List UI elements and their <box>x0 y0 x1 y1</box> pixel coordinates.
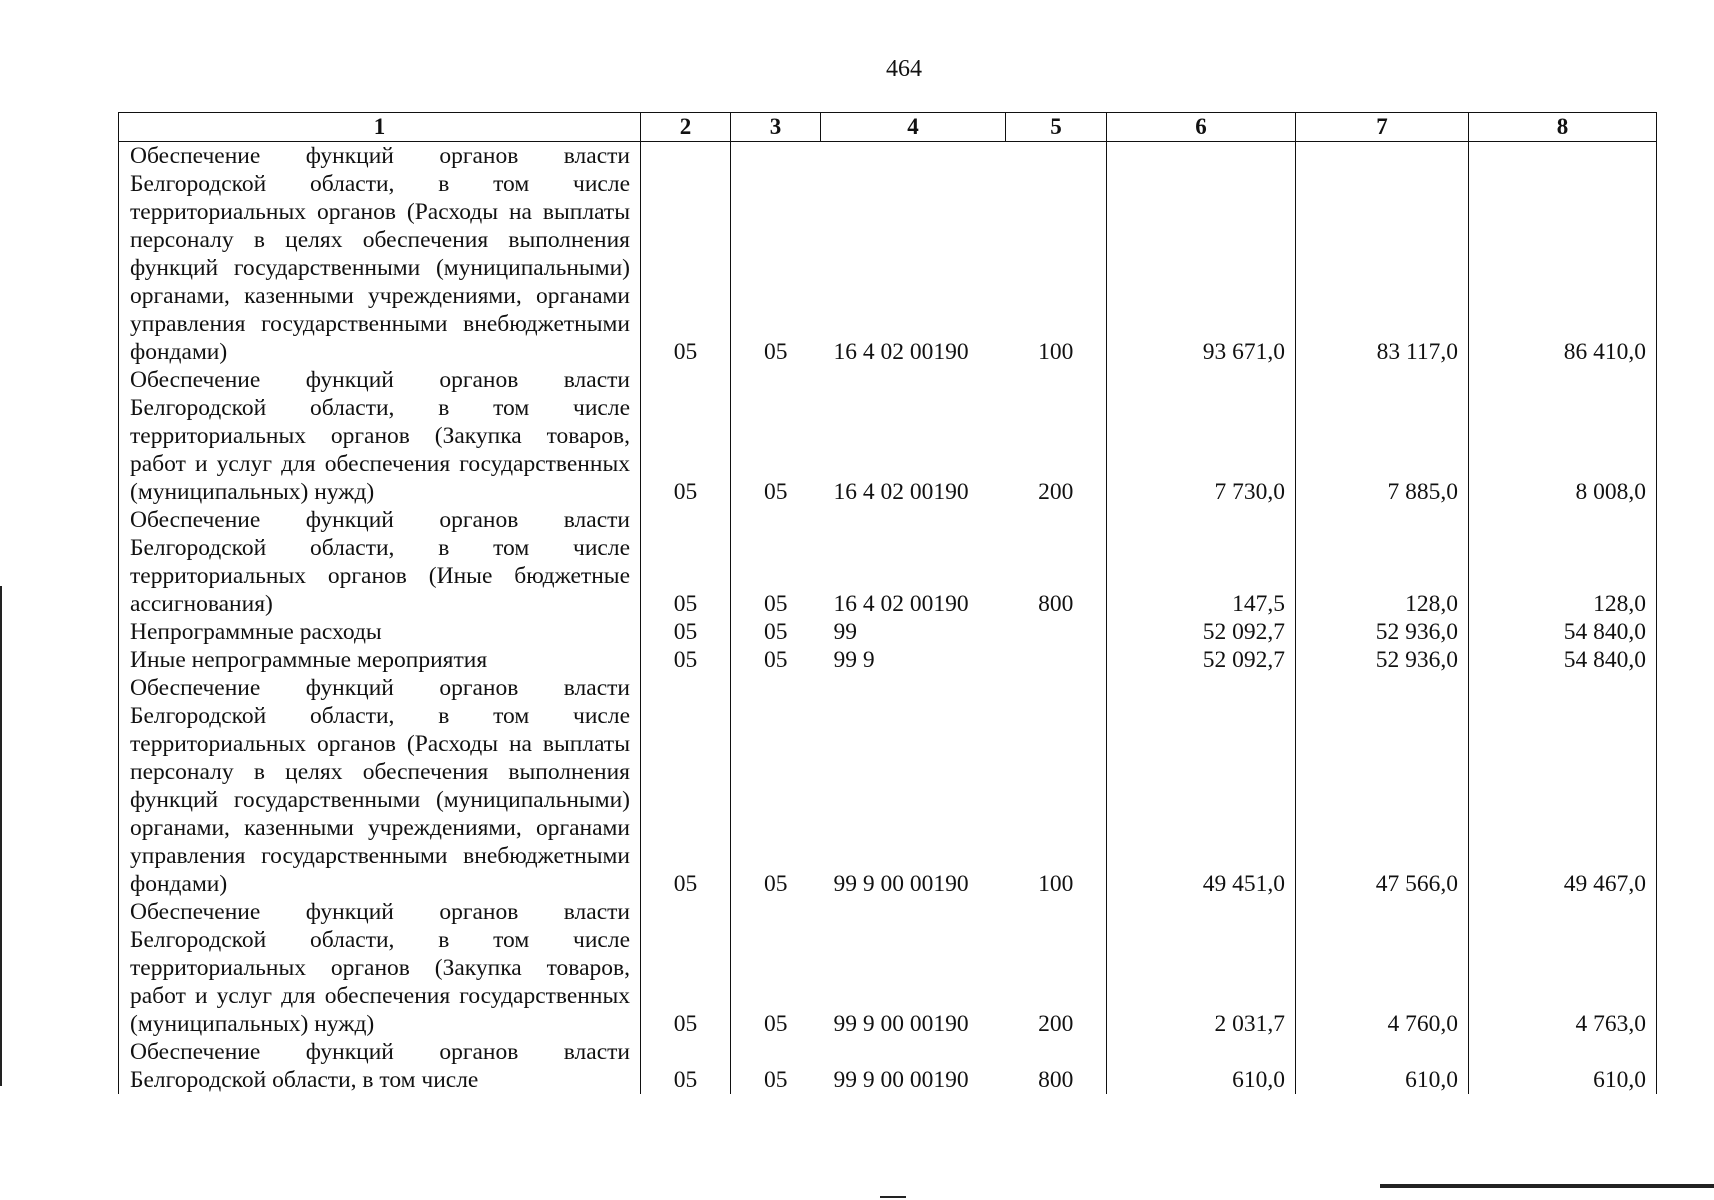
row-amount-col8: 8 008,0 <box>1469 366 1657 506</box>
table-row <box>119 506 1657 618</box>
table-row <box>119 1038 1657 1094</box>
scan-dash-mark <box>880 1196 906 1198</box>
row-name: Обеспечение функций органов власти Белгородской области, в том числе территориальных органов (Иные бюджетные ассигнования) <box>119 506 641 618</box>
header-col-1: 1 <box>119 113 641 142</box>
row-amount-col7: 52 936,0 <box>1296 646 1469 674</box>
row-name: Обеспечение функций органов власти Белгородской области, в том числе территориальных органов (Расходы на выплаты персоналу в целях обеспечения выполнения функций государственными (муниципальными) органами, казенными учреждениями, органами управления государственными внебюджетными фондами) <box>119 142 641 367</box>
row-section: 05 <box>641 898 731 1038</box>
row-amount-col7: 128,0 <box>1296 506 1469 618</box>
row-amount-col8: 610,0 <box>1469 1038 1657 1094</box>
row-amount-col8: 54 840,0 <box>1469 646 1657 674</box>
page-number: 464 <box>886 56 922 82</box>
row-name: Обеспечение функций органов власти Белгородской области, в том числе <box>119 1038 641 1094</box>
table-row <box>119 142 1657 367</box>
row-expense-type: 800 <box>1006 1038 1107 1094</box>
row-amount-col7: 52 936,0 <box>1296 618 1469 646</box>
header-col-3: 3 <box>731 113 821 142</box>
row-amount-col6: 610,0 <box>1107 1038 1296 1094</box>
row-target-code: 16 4 02 00190 <box>833 591 969 617</box>
table-row <box>119 898 1657 1038</box>
row-name: Обеспечение функций органов власти Белгородской области, в том числе территориальных органов (Расходы на выплаты персоналу в целях обеспечения выполнения функций государственными (муниципальными) органами, казенными учреждениями, органами управления государственными внебюджетными фондами) <box>119 674 641 898</box>
header-col-7: 7 <box>1296 113 1469 142</box>
row-target-code: 16 4 02 00190 <box>833 479 969 505</box>
row-amount-col8: 54 840,0 <box>1469 618 1657 646</box>
budget-table <box>118 112 1657 1094</box>
row-section: 05 <box>641 618 731 646</box>
table-row <box>119 366 1657 506</box>
row-expense-type: 100 <box>1006 674 1107 898</box>
row-target-code: 99 9 00 00190 <box>833 1011 969 1037</box>
header-row <box>119 113 1657 142</box>
row-section: 05 <box>641 674 731 898</box>
row-target-code: 99 9 00 00190 <box>833 1067 969 1093</box>
row-target-code: 99 9 00 00190 <box>833 871 969 897</box>
row-section: 05 <box>641 1038 731 1094</box>
table-row <box>119 618 1657 646</box>
header-col-4: 4 <box>821 113 1006 142</box>
scan-edge-line-bottom <box>1380 1184 1714 1188</box>
row-subsection: 05 <box>731 366 821 506</box>
row-expense-type: 100 <box>1006 142 1107 367</box>
row-amount-col8: 4 763,0 <box>1469 898 1657 1038</box>
header-col-8: 8 <box>1469 113 1657 142</box>
row-expense-type: 800 <box>1006 506 1107 618</box>
row-section: 05 <box>641 142 731 367</box>
row-target-code: 99 <box>833 619 857 645</box>
row-amount-col7: 7 885,0 <box>1296 366 1469 506</box>
row-subsection: 05 <box>731 674 821 898</box>
row-amount-col6: 7 730,0 <box>1107 366 1296 506</box>
row-subsection: 05 <box>731 898 821 1038</box>
scan-edge-line-left <box>0 586 2 1086</box>
row-amount-col7: 610,0 <box>1296 1038 1469 1094</box>
row-amount-col8: 86 410,0 <box>1469 142 1657 367</box>
table-row <box>119 646 1657 674</box>
header-col-5: 5 <box>1006 113 1107 142</box>
header-col-6: 6 <box>1107 113 1296 142</box>
row-amount-col6: 93 671,0 <box>1107 142 1296 367</box>
row-section: 05 <box>641 506 731 618</box>
row-subsection: 05 <box>731 646 821 674</box>
row-amount-col6: 49 451,0 <box>1107 674 1296 898</box>
row-subsection: 05 <box>731 618 821 646</box>
row-expense-type <box>1006 618 1107 646</box>
row-expense-type: 200 <box>1006 898 1107 1038</box>
table-row <box>119 674 1657 898</box>
row-amount-col7: 4 760,0 <box>1296 898 1469 1038</box>
row-amount-col6: 52 092,7 <box>1107 618 1296 646</box>
row-target-code: 99 9 <box>833 647 875 673</box>
row-amount-col7: 83 117,0 <box>1296 142 1469 367</box>
row-section: 05 <box>641 366 731 506</box>
row-target-code: 16 4 02 00190 <box>833 339 969 365</box>
row-name: Иные непрограммные мероприятия <box>119 646 641 674</box>
row-amount-col6: 2 031,7 <box>1107 898 1296 1038</box>
row-expense-type: 200 <box>1006 366 1107 506</box>
row-name: Непрограммные расходы <box>119 618 641 646</box>
row-subsection: 05 <box>731 1038 821 1094</box>
row-amount-col6: 52 092,7 <box>1107 646 1296 674</box>
row-subsection: 05 <box>731 142 821 367</box>
row-section: 05 <box>641 646 731 674</box>
row-name: Обеспечение функций органов власти Белгородской области, в том числе территориальных органов (Закупка товаров, работ и услуг для обеспечения государственных (муниципальных) нужд) <box>119 366 641 506</box>
row-amount-col8: 128,0 <box>1469 506 1657 618</box>
row-amount-col7: 47 566,0 <box>1296 674 1469 898</box>
row-amount-col6: 147,5 <box>1107 506 1296 618</box>
row-subsection: 05 <box>731 506 821 618</box>
row-expense-type <box>1006 646 1107 674</box>
row-amount-col8: 49 467,0 <box>1469 674 1657 898</box>
header-col-2: 2 <box>641 113 731 142</box>
row-name: Обеспечение функций органов власти Белгородской области, в том числе территориальных органов (Закупка товаров, работ и услуг для обеспечения государственных (муниципальных) нужд) <box>119 898 641 1038</box>
